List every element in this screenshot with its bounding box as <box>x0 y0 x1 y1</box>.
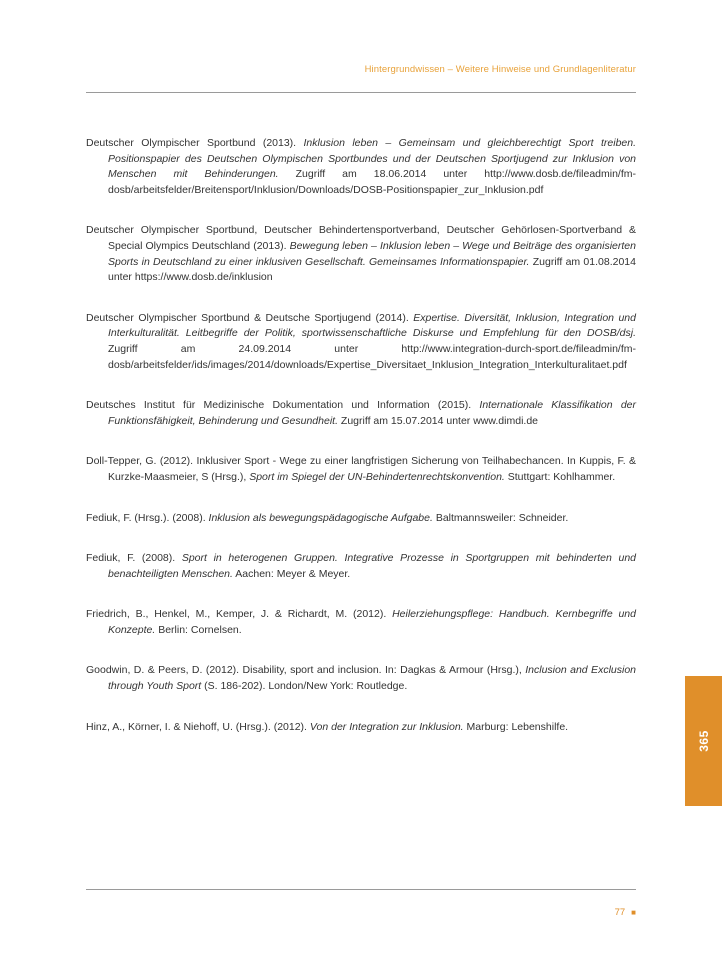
reference-entry: Fediuk, F. (Hrsg.). (2008). Inklusion als bewegungspädagogische Aufgabe. Baltmannsweiler: Schneider. <box>86 511 569 524</box>
page-marker-icon: ■ <box>631 908 636 917</box>
running-header: Hintergrundwissen – Weitere Hinweise und Grundlagenliteratur <box>364 64 636 75</box>
reference-entry: Deutscher Olympischer Sportbund (2013). Inklusion leben – Gemeinsam und gleichberechtigt Sport treiben. Positionspapier des Deutschen Olympischen Sportbundes und der Deutschen Sportjugend zur Inklusion von Menschen mit Behinderungen. Zugriff am 18.06.2014 unter http://www.dosb.de/fileadmin/fm-dosb/arbeitsfelder/Breitensport/Inklusion/Downloads/DOSB-Positionspapier_zur_Inklusion.pdf <box>86 137 637 196</box>
page-number-text: 77 <box>614 907 626 918</box>
reference-entry: Friedrich, B., Henkel, M., Kemper, J. & Richardt, M. (2012). Heilerziehungspflege: Handbuch. Kernbegriffe und Konzepte. Berlin: Cornelsen. <box>86 608 636 636</box>
reference-entry: Goodwin, D. & Peers, D. (2012). Disability, sport and inclusion. In: Dagkas & Armour (Hrsg.), Inclusion and Exclusion through Youth Sport (S. 186-202). London/New York: Routledge. <box>86 664 636 693</box>
page-number <box>615 907 636 918</box>
reference-entry: Deutscher Olympischer Sportbund & Deutsche Sportjugend (2014). Expertise. Diversität, Inklusion, Integration und Interkulturalität. Leitbegriffe der Politik, sportwissenschaftliche Diskurse und Empfehlung für den DOSB/dsj. Zugriff am 24.09.2014 unter http://www.integration-durch-sport.de/fileadmin/fm-dosb/arbeitsfelder/ids/images/2014/downloads/Expertise_Diversitaet_Inklusion_Integration_Interkulturalitaet.pdf <box>86 311 636 371</box>
reference-list <box>86 136 636 760</box>
reference-entry: Deutscher Olympischer Sportbund, Deutscher Behindertensportverband, Deutscher Gehörlosen-Sportverband & Special Olympics Deutschland (2013). Bewegung leben – Inklusion leben – Wege und Beiträge des organisierten Sports in Deutschland zu einer inklusiven Gesellschaft. Gemeinsames Informationspapier. Zugriff am 01.08.2014 unter https://www.dosb.de/inklusion <box>86 224 636 284</box>
reference-entry: Fediuk, F. (2008). Sport in heterogenen Gruppen. Integrative Prozesse in Sportgruppen mit behinderten und benachteiligten Menschen. Aachen: Meyer & Meyer. <box>86 552 636 580</box>
reference-entry: Deutsches Institut für Medizinische Dokumentation und Information (2015). Internationale Klassifikation der Funktionsfähigkeit, Behinderung und Gesundheit. Zugriff am 15.07.2014 unter www.dimdi.de <box>86 399 637 427</box>
reference-entry: Hinz, A., Körner, I. & Niehoff, U. (Hrsg.). (2012). Von der Integration zur Inklusion. Marburg: Lebenshilfe. <box>86 720 569 733</box>
reference-entry: Doll-Tepper, G. (2012). Inklusiver Sport - Wege zu einer langfristigen Sicherung von Teilhabechancen. In Kuppis, F. & Kurzke-Maasmeier, S (Hrsg.), Sport im Spiegel der UN-Behindertenrechtskonvention. Stuttgart: Kohlhammer. <box>86 455 636 483</box>
chapter-side-tab <box>685 676 722 806</box>
header-divider <box>86 92 636 93</box>
footer-divider <box>86 889 636 890</box>
side-tab-label: 365 <box>696 730 711 752</box>
